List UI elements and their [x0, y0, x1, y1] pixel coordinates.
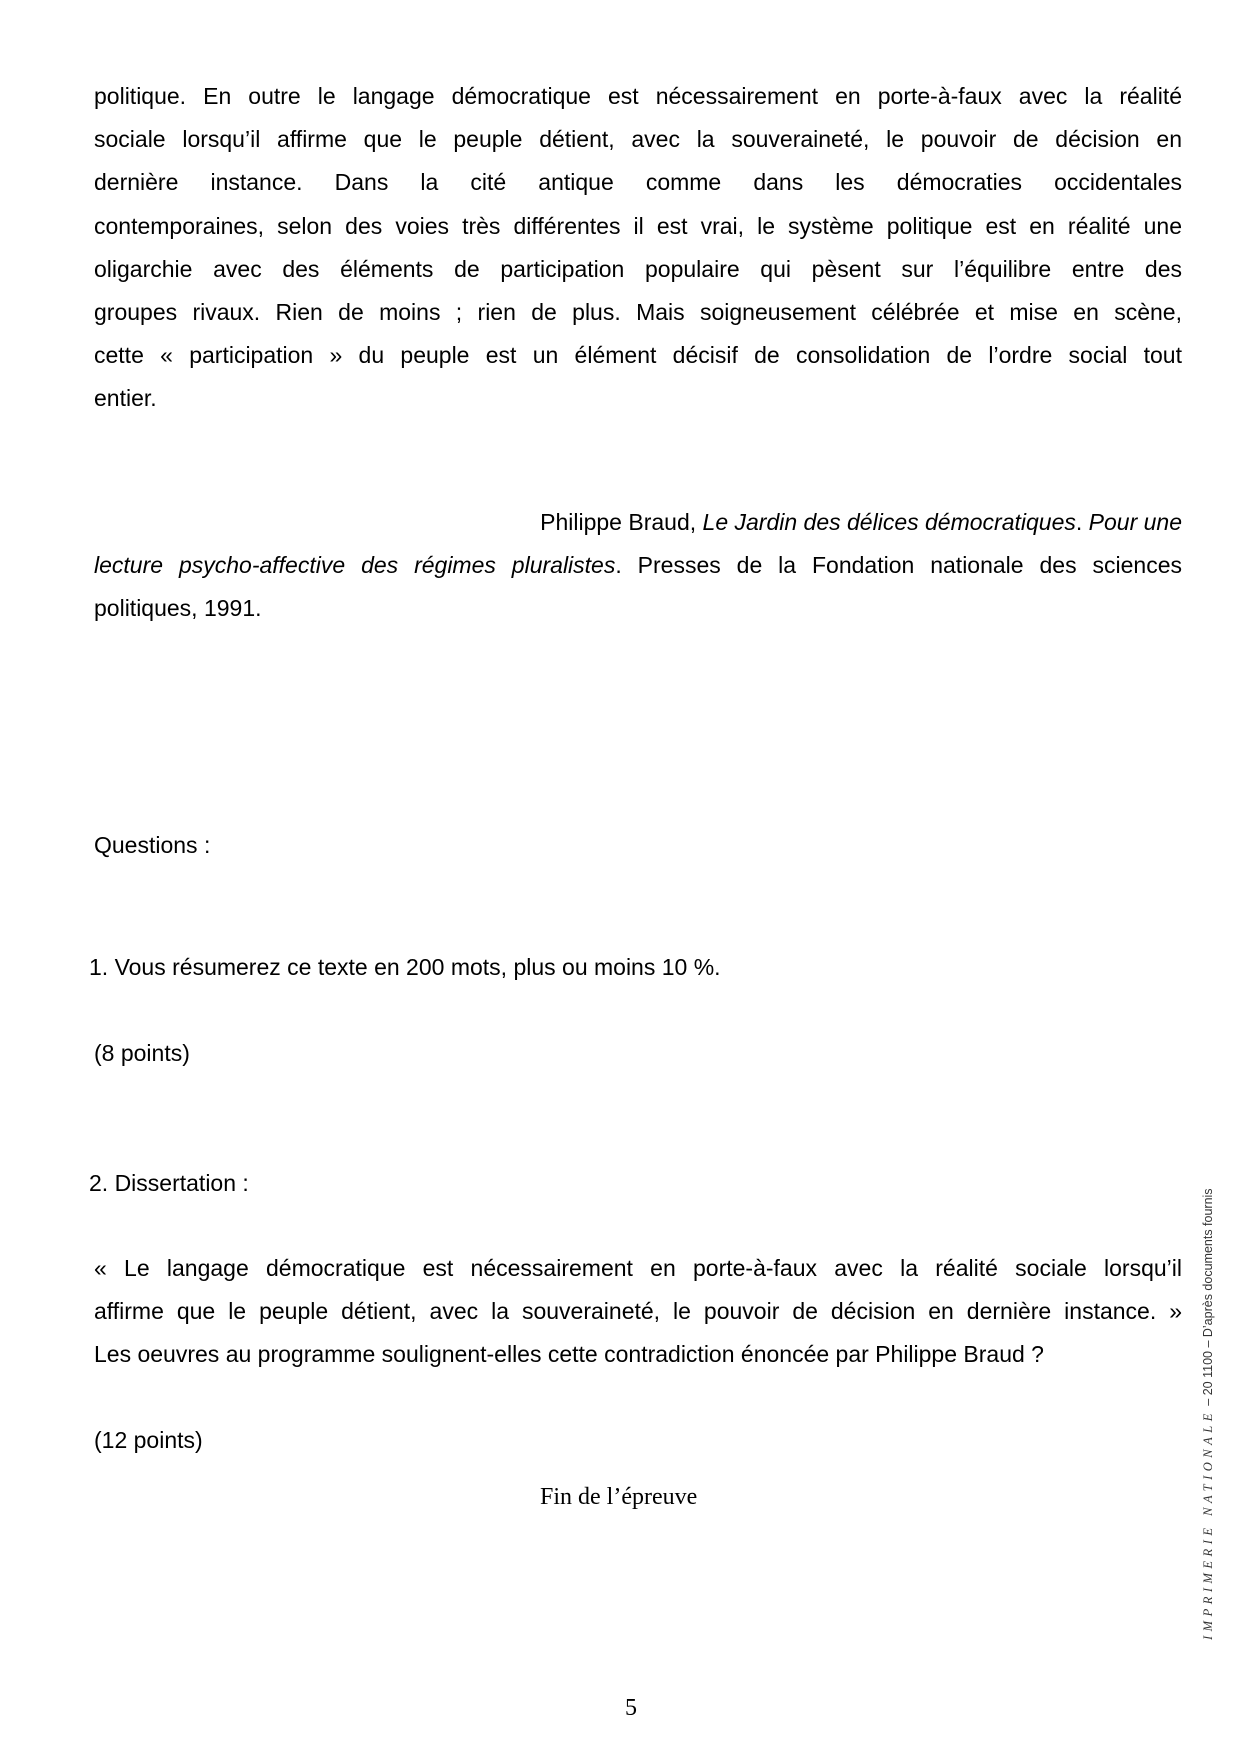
passage-line: entier.: [94, 385, 157, 412]
question-1-text: 1. Vous résumerez ce texte en 200 mots, plus ou moins 10 %.: [89, 954, 721, 980]
citation-title: Le Jardin des délices démocratiques: [702, 509, 1076, 535]
passage-line: dernière instance. Dans la cité antique comme dans les démocraties occidentales: [94, 169, 1182, 196]
citation-subtitle-start: Pour une: [1088, 509, 1182, 535]
printer-name: IMPRIMERIE NATIONALE: [1201, 1409, 1215, 1640]
page-number: 5: [625, 1695, 637, 1721]
citation-line: [94, 544, 1182, 587]
citation-subtitle-end: lecture psycho-affective des régimes pluralistes: [94, 552, 616, 579]
quote-line: affirme que le peuple détient, avec la souveraineté, le pouvoir de décision en dernière instance. »: [94, 1298, 1182, 1325]
passage-line: groupes rivaux. Rien de moins ; rien de plus. Mais soigneusement célébrée et mise en scène,: [94, 299, 1182, 326]
question-1-points: (8 points): [94, 1040, 190, 1066]
passage-line: politique. En outre le langage démocratique est nécessairement en porte-à-faux avec la réalité: [94, 83, 1182, 109]
citation-line: [94, 501, 1182, 544]
passage-line: contemporaines, selon des voies très différentes il est vrai, le système politique est en réalité une: [94, 212, 1182, 239]
passage-line: sociale lorsqu’il affirme que le peuple détient, avec la souveraineté, le pouvoir de décision en: [94, 126, 1182, 153]
printer-reference: – 20 1100 – D’après documents fournis: [1201, 1188, 1215, 1410]
source-citation: [94, 501, 1182, 631]
passage-line: cette « participation » du peuple est un élément décisif de consolidation de l’ordre social tout: [94, 342, 1182, 369]
citation-publisher: . Presses de la Fondation nationale des sciences: [615, 552, 1183, 579]
question-2-quote: [94, 1247, 1182, 1377]
passage-paragraph: [94, 75, 1182, 421]
citation-separator: .: [1075, 509, 1089, 535]
end-of-exam: Fin de l’épreuve: [540, 1484, 698, 1510]
quote-line: Les oeuvres au programme soulignent-elles cette contradiction énoncée par Philippe Braud ?: [94, 1341, 1044, 1368]
citation-line: politiques, 1991.: [94, 595, 262, 622]
passage-line: oligarchie avec des éléments de participation populaire qui pèsent sur l’équilibre entre des: [94, 255, 1182, 282]
quote-line: « Le langage démocratique est nécessairement en porte-à-faux avec la réalité sociale lorsqu’il: [94, 1255, 1182, 1281]
citation-author: Philippe Braud,: [540, 509, 703, 535]
questions-heading: Questions :: [94, 832, 211, 858]
question-2-heading: 2. Dissertation :: [89, 1170, 249, 1196]
printer-side-note: [1196, 1160, 1220, 1640]
question-2-points: (12 points): [94, 1427, 203, 1453]
